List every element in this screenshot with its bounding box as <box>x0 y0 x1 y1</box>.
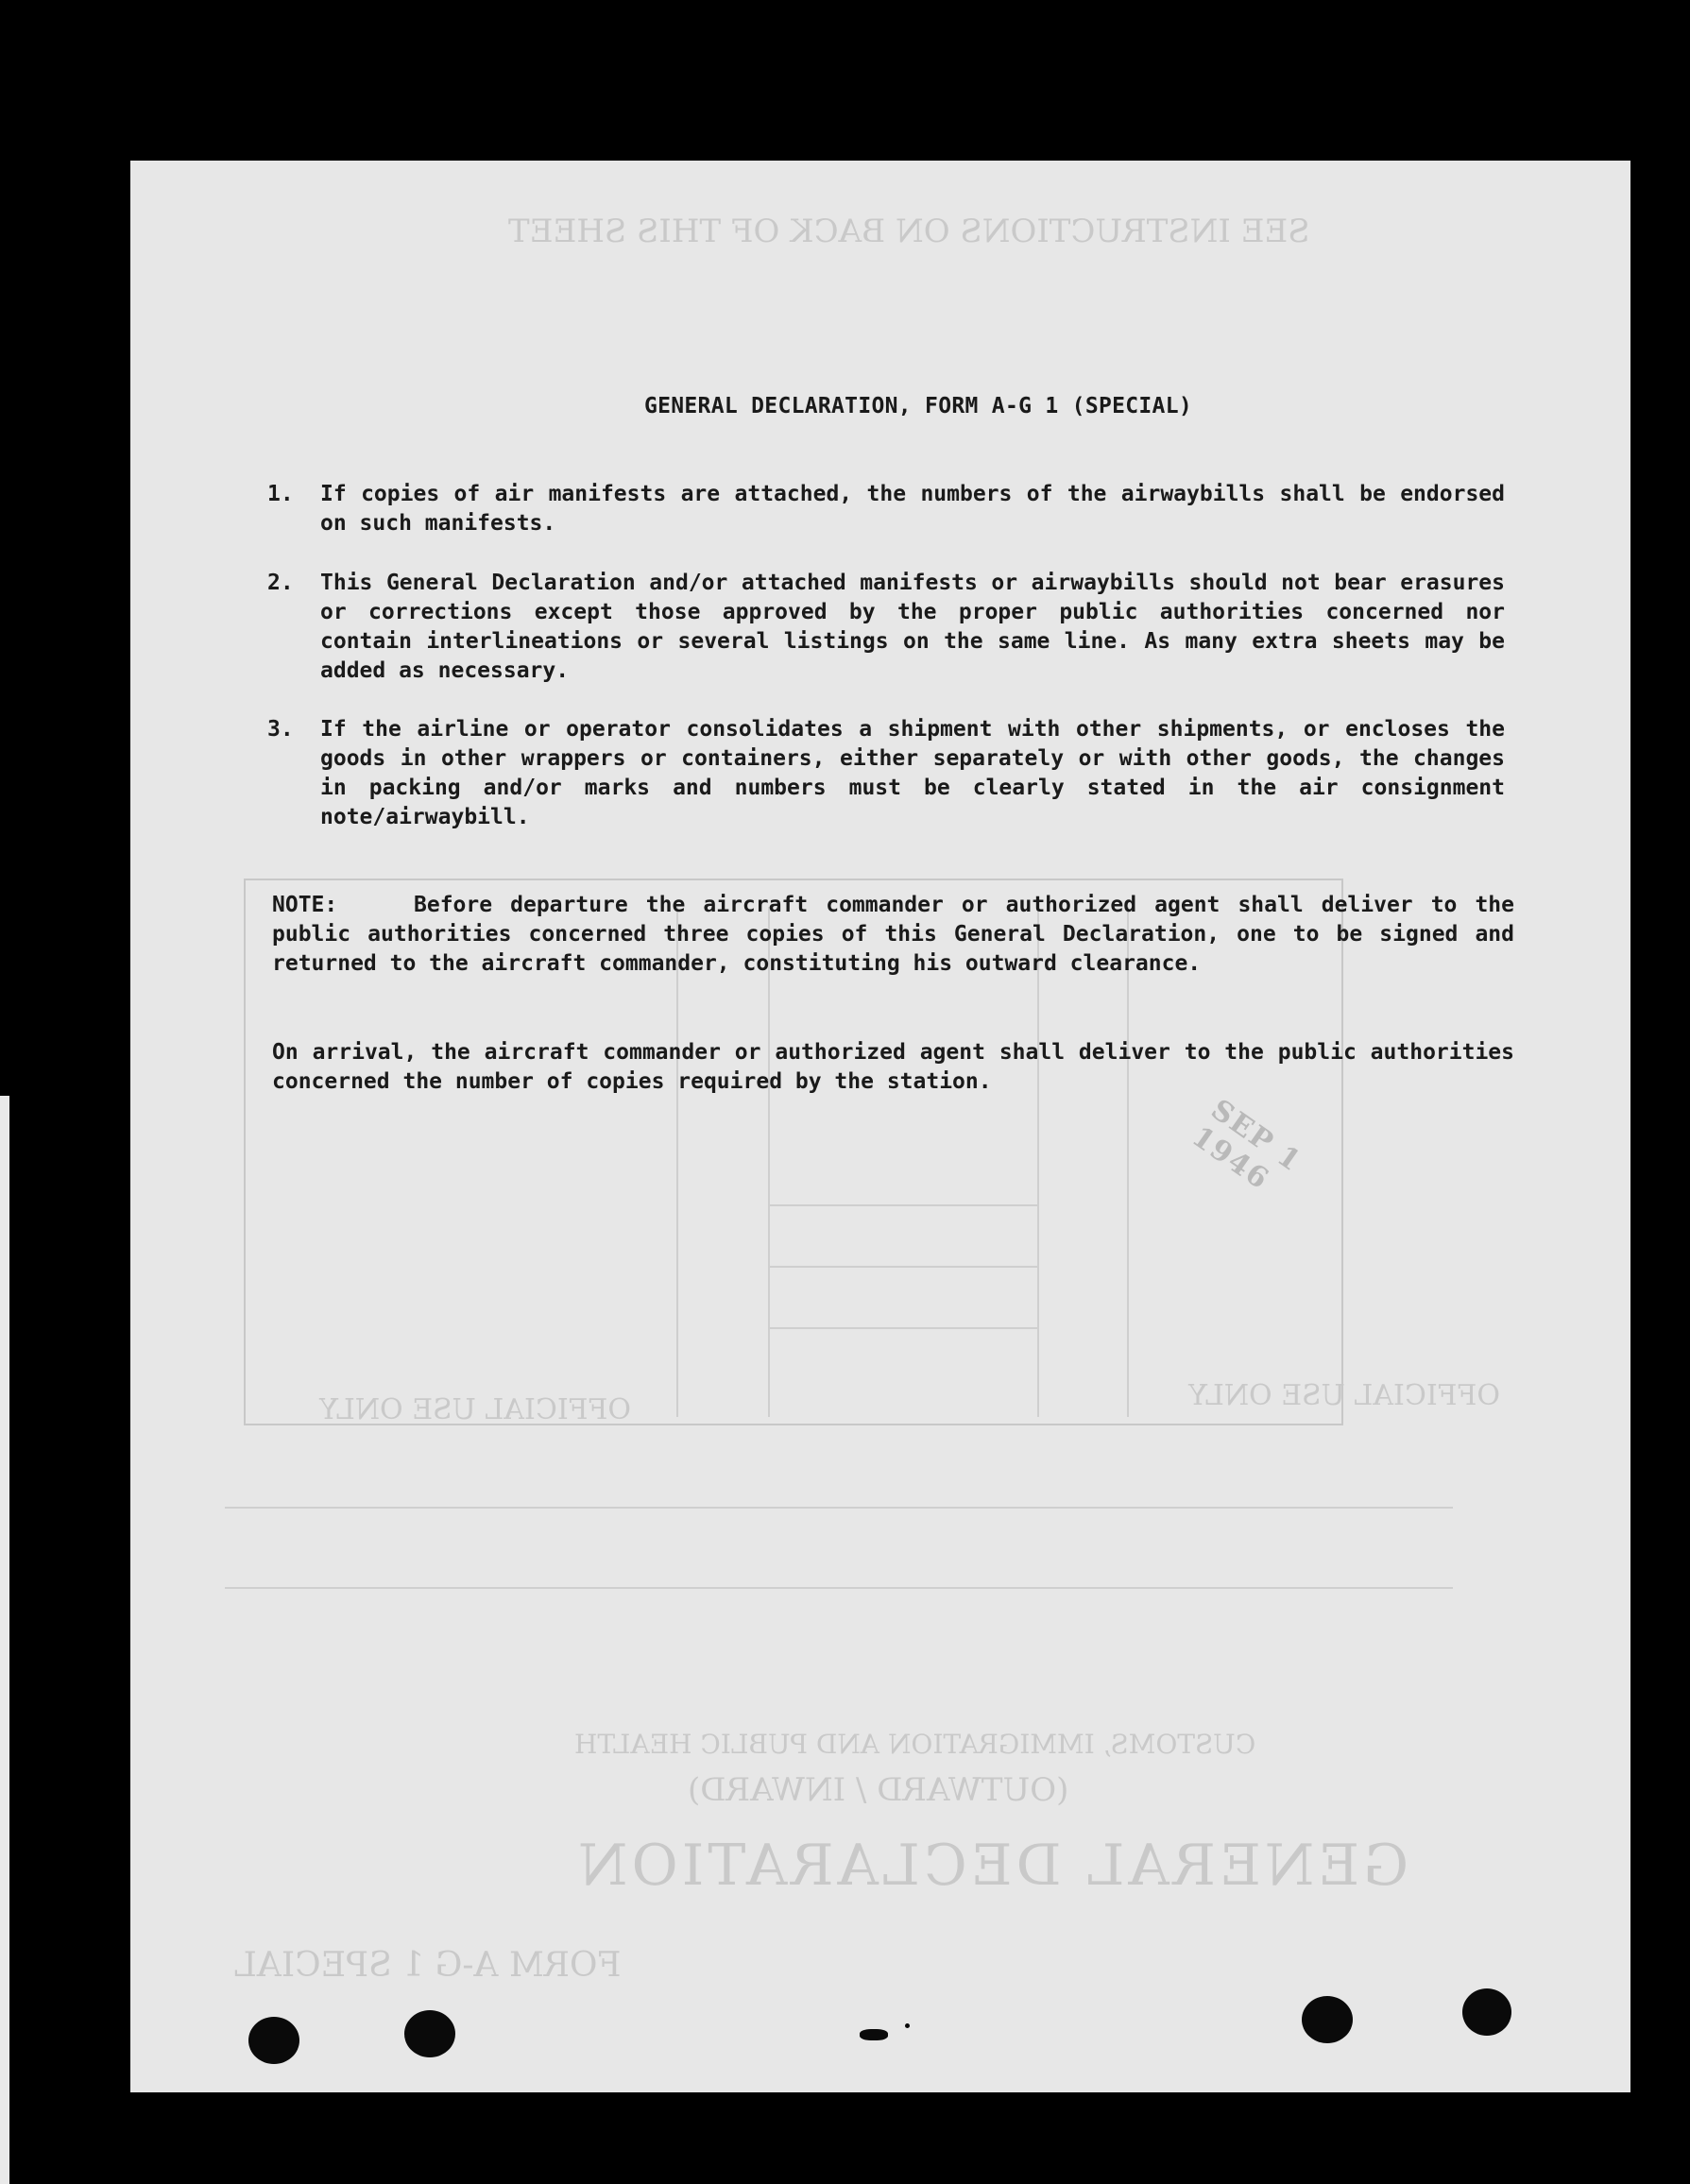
bleed-through-official-use-2: OFFICIAL USE ONLY <box>1188 1379 1500 1412</box>
bleed-through-col-3 <box>1037 907 1039 1417</box>
bleed-through-form-title: GENERAL DECLARATION <box>574 1833 1409 1899</box>
bleed-through-col-4 <box>1127 907 1129 1417</box>
bleed-through-agencies: CUSTOMS, IMMIGRATION AND PUBLIC HEALTH <box>574 1729 1256 1760</box>
bleed-through-rule-2 <box>225 1587 1453 1589</box>
punch-hole <box>248 2017 299 2064</box>
bleed-through-subtitle: (OUTWARD / INWARD) <box>688 1771 1069 1809</box>
instruction-text: If the airline or operator consolidates a shipment with other shipments, or encloses the goods in other wrappers or containers, either separately or with other goods, the changes in packing and/or marks and numbers must be clearly stated in the air consignment note/airwaybill. <box>320 717 1505 829</box>
ink-dot <box>905 2023 910 2028</box>
note-departure-text: Before departure the aircraft commander or authorized agent shall deliver to the public authorities concerned three copies of this General Declaration, one to be signed and returned to the aircraft commander, constituting his outward clearance. <box>272 893 1514 976</box>
punch-hole <box>1462 1988 1511 2036</box>
note-label: NOTE: <box>272 893 338 917</box>
instruction-item-2 <box>267 569 1505 686</box>
bleed-through-form-id: FORM A-G 1 SPECIAL <box>234 1946 622 1985</box>
instruction-number: 3. <box>267 717 294 742</box>
note-arrival: On arrival, the aircraft commander or authorized agent shall deliver to the public authorities concerned the number of copies required by the station. <box>272 1040 1514 1094</box>
document-page <box>130 161 1630 2092</box>
faint-stamp-mark: SEP 1 1946 <box>1186 1093 1308 1197</box>
instruction-text: If copies of air manifests are attached, the numbers of the airwaybills shall be endorsed on such manifests. <box>320 482 1505 536</box>
instruction-item-3 <box>267 715 1505 832</box>
form-title: GENERAL DECLARATION, FORM A-G 1 (SPECIAL) <box>643 394 1193 418</box>
punch-hole <box>1302 1996 1353 2043</box>
bleed-through-row-2 <box>768 1266 1037 1268</box>
instruction-text: This General Declaration and/or attached manifests or airwaybills should not bear erasures or corrections except those approved by the proper public authorities concerned nor contain interlineations or several listings on the same line. As many extra sheets may be added as necessary. <box>320 571 1505 683</box>
bleed-through-row-1 <box>768 1204 1037 1206</box>
bleed-through-row-3 <box>768 1327 1037 1329</box>
ink-smudge <box>860 2029 888 2040</box>
note-departure <box>272 891 1514 979</box>
bleed-through-col-2 <box>768 907 770 1417</box>
instruction-number: 2. <box>267 571 294 595</box>
instruction-number: 1. <box>267 482 294 506</box>
instruction-item-1 <box>267 480 1505 538</box>
bleed-through-col-1 <box>676 907 678 1417</box>
bleed-through-heading: SEE INSTRUCTIONS ON BACK OF THIS SHEET <box>508 213 1310 250</box>
punch-hole <box>404 2010 455 2057</box>
bleed-through-rule-1 <box>225 1507 1453 1509</box>
adjacent-page-edge <box>0 1096 9 2184</box>
bleed-through-official-use: OFFICIAL USE ONLY <box>319 1393 631 1426</box>
